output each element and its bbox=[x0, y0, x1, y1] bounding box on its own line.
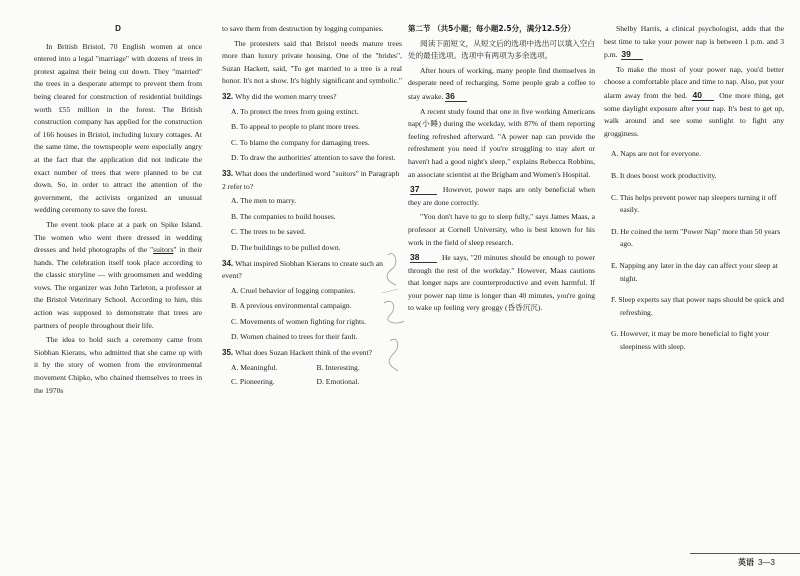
blank-40: 40 bbox=[692, 90, 713, 101]
paragraph-text: One more thing, get some daylight exposure after your nap. It's best to get up, walk around and see some sunlight to fight any grogginess. bbox=[604, 90, 784, 138]
option-c: C. Movements of women fighting for rights. bbox=[231, 316, 366, 326]
option-b: B. The companies to build houses. bbox=[231, 211, 336, 221]
cloze-option-g: G. However, it may be more beneficial to fight your sleepiness with sleep. bbox=[611, 329, 770, 351]
blank-36: 36 bbox=[445, 91, 466, 102]
cloze-paragraph-5 bbox=[408, 251, 595, 315]
passage-d-column bbox=[34, 23, 202, 399]
question-34 bbox=[222, 258, 402, 345]
cloze-option-f: F. Sleep experts say that power naps should be quick and refreshing. bbox=[611, 295, 784, 317]
option-c: C. The trees to be saved. bbox=[231, 227, 306, 237]
question-text: What does Suzan Hackett think of the event? bbox=[235, 348, 372, 358]
blank-38: 38 bbox=[410, 252, 437, 263]
paragraph-text: After hours of working, many people find themselves in desperate need of recharging. Some people grab a coffee to stay awake. bbox=[408, 65, 595, 101]
option-a: A. Meaningful. bbox=[231, 362, 278, 372]
paragraph-text: He says, "20 minutes should be enough to power through the rest of the workday." However, Maas cautions that longer naps are counterproductive and even harmful. If your power nap time is longer than 40 minutes, you're going to wake up feeling very groggy (昏昏沉沉). bbox=[408, 253, 595, 313]
question-32 bbox=[222, 91, 402, 165]
question-35 bbox=[222, 347, 402, 389]
cloze-paragraph-2: A recent study found that one in five working Americans nap(小睡) during the workday, with 87% of them reporting feeling refreshed afterward. "A power nap can provide the refreshment you need if you're struggling to stay alert or haven't had a good night's sleep," explains Rebecca Robbins, an associate scientist at the Brigham and Women's Hospital. bbox=[408, 106, 595, 179]
option-c: C. Pioneering. bbox=[231, 377, 275, 387]
cloze-paragraph-4: "You don't have to go to sleep fully," says James Maas, a professor at Cornell University, who is best known for his work in the field of sleep research. bbox=[408, 212, 595, 247]
cloze-paragraph-6 bbox=[604, 23, 784, 62]
blank-39: 39 bbox=[621, 49, 642, 60]
paragraph-text: However, power naps are only beneficial when they are done correctly. bbox=[408, 185, 595, 207]
cloze-paragraph-7 bbox=[604, 64, 784, 141]
page-number: 3—3 bbox=[758, 558, 775, 567]
subject-label: 英语 bbox=[738, 558, 754, 567]
cloze-options-list bbox=[604, 148, 784, 353]
cloze-option-a: A. Naps are not for everyone. bbox=[611, 149, 702, 159]
question-number: 32. bbox=[222, 91, 234, 101]
option-c: C. To blame the company for damaging trees. bbox=[231, 137, 370, 147]
passage-paragraph-2 bbox=[34, 219, 202, 332]
cloze-option-b: B. It does boost work productivity. bbox=[611, 170, 717, 180]
option-d: D. Women chained to trees for their fault. bbox=[231, 332, 358, 342]
cloze-option-c: C. This helps prevent power nap sleepers turning it off easily. bbox=[611, 192, 777, 215]
paragraph-2-text-a: The event took place at a park on Spike Island. The women who went there dressed in wedding dresses and held photographs of the " bbox=[34, 219, 202, 255]
passage-paragraph-3: The idea to hold such a ceremony came from Siobhan Kierans, who admitted that she came up with it by the story of women from the environmental movement Chipko, who chained themselves to trees in the 1970s bbox=[34, 335, 202, 395]
question-text: What does the underlined word "suitors" in Paragraph 2 refer to? bbox=[222, 168, 400, 191]
question-text: Why did the women marry trees? bbox=[235, 91, 337, 101]
question-number: 35. bbox=[222, 348, 234, 358]
cloze-option-d: D. He coined the term "Power Nap" more than 50 years ago. bbox=[611, 226, 781, 249]
cloze-paragraph-1 bbox=[408, 65, 595, 104]
cloze-options-column bbox=[604, 23, 784, 362]
option-b: B. To appeal to people to plant more trees. bbox=[231, 122, 360, 132]
option-a: A. Cruel behavior of logging companies. bbox=[231, 285, 356, 295]
cloze-paragraph-3 bbox=[408, 183, 595, 209]
question-number: 34. bbox=[222, 258, 234, 268]
option-a: A. The men to marry. bbox=[231, 196, 297, 206]
option-b: B. Interesting. bbox=[316, 362, 360, 372]
question-number: 33. bbox=[222, 168, 234, 178]
passage-paragraph-1: In British Bristol, 70 English women at once entered into a legal "marriage" with dozens of trees in protest against their being cut down. They "married" the trees in a desperate attempt to prevent them from being cleared for construction of residential buildings worth £55 million in the forest. The British construction company has applied for the construction of 166 houses in Bristol, including luxury cottages. At the same time, the townspeople were especially angry at the fact that the application did not indicate the exact number of trees that were planned to be cut down. So, in order to attract the attention of the government, the activists organized an unusual wedding ceremony to save the forest. bbox=[34, 41, 202, 215]
paragraph-text: Shelby Harris, a clinical psychologist, adds that the best time to take your power nap is between 1 p.m. and 3 p.m. bbox=[604, 24, 784, 60]
page-footer bbox=[690, 553, 800, 572]
paragraph-continuation: to save them from destruction by logging companies. bbox=[222, 24, 384, 33]
questions-column bbox=[222, 23, 402, 389]
section-instructions: 阅读下面短文，从短文后的选项中选出可以填入空白处的最佳选项。选项中有两项为多余选项。 bbox=[408, 38, 595, 61]
section-two-column bbox=[408, 23, 595, 317]
question-text: What inspired Siobhan Kierans to create such an event? bbox=[222, 258, 383, 281]
blank-37: 37 bbox=[410, 184, 437, 195]
option-b: B. A previous environmental campaign. bbox=[231, 301, 352, 311]
cloze-option-e: E. Napping any later in the day can affect your sleep at night. bbox=[611, 260, 778, 283]
option-d: D. The buildings to be pulled down. bbox=[231, 242, 341, 252]
section-title: 第二节 （共5小题；每小题2.5分，满分12.5分） bbox=[408, 24, 576, 33]
paragraph-2-text-b: " in their hands. The celebration itself took place according to the classic storyline — with groomsmen and wedding vows. The organizer was John Tarleton, a professor at the Bristol Veterinary School. According to him, this action was supposed to demonstrate that trees are partners of people throughout their life. bbox=[34, 245, 202, 330]
paragraph-text: To make the most of your power nap, you'd better choose a comfortable place and time to nap. Also, put your alarm away from the bed. bbox=[604, 64, 784, 100]
underlined-word-suitors: suitors bbox=[153, 245, 174, 255]
option-d: D. To draw the authorities' attention to save the forest. bbox=[231, 153, 396, 163]
passage-letter: D bbox=[115, 24, 121, 33]
question-33 bbox=[222, 168, 402, 255]
passage-paragraph-4: The protesters said that Bristol needs mature trees more than luxury private housing. One of the "brides", Suzan Hackett, said, "To get married to a tree is a real honor. It's not a show. It's highly significant and symbolic." bbox=[222, 38, 402, 86]
option-d: D. Emotional. bbox=[316, 377, 360, 387]
option-a: A. To protect the trees from going extinct. bbox=[231, 106, 359, 116]
